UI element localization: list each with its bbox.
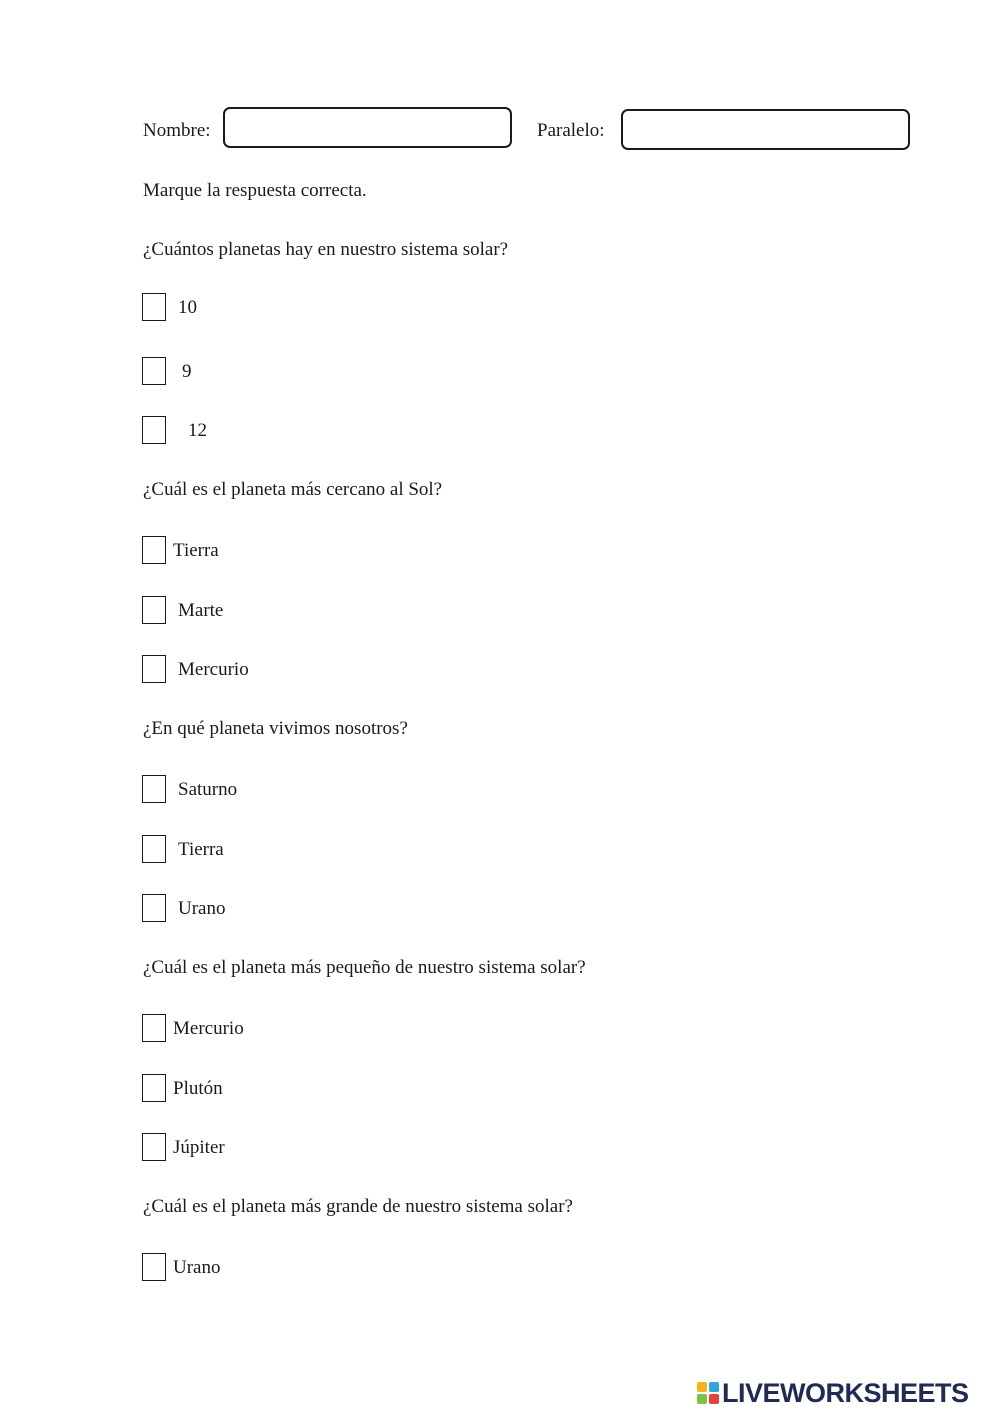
- liveworksheets-logo-icon: [697, 1382, 719, 1404]
- brand-text: LIVEWORKSHEETS: [722, 1378, 969, 1408]
- name-input[interactable]: [223, 107, 512, 148]
- option-label: Júpiter: [173, 1137, 225, 1158]
- question-1-text: ¿Cuántos planetas hay en nuestro sistema solar?: [143, 239, 509, 260]
- option-label: 12: [188, 420, 207, 441]
- checkbox[interactable]: [142, 655, 166, 683]
- question-2-text: ¿Cuál es el planeta más cercano al Sol?: [143, 479, 443, 500]
- checkbox[interactable]: [142, 536, 166, 564]
- checkbox[interactable]: [142, 1014, 166, 1042]
- option-label: Urano: [173, 1257, 221, 1278]
- option-label: Urano: [178, 898, 226, 919]
- question-4-text: ¿Cuál es el planeta más pequeño de nuestro sistema solar?: [143, 957, 586, 978]
- name-label: Nombre:: [143, 120, 211, 141]
- option-label: Mercurio: [173, 1018, 244, 1039]
- checkbox[interactable]: [142, 357, 166, 385]
- option-label: Mercurio: [178, 659, 249, 680]
- checkbox[interactable]: [142, 1074, 166, 1102]
- checkbox[interactable]: [142, 596, 166, 624]
- option-label: Tierra: [173, 540, 219, 561]
- checkbox[interactable]: [142, 1253, 166, 1281]
- checkbox[interactable]: [142, 416, 166, 444]
- checkbox[interactable]: [142, 1133, 166, 1161]
- question-3-text: ¿En qué planeta vivimos nosotros?: [143, 718, 408, 739]
- option-label: 9: [182, 361, 192, 382]
- option-label: Plutón: [173, 1078, 223, 1099]
- checkbox[interactable]: [142, 293, 166, 321]
- question-5-text: ¿Cuál es el planeta más grande de nuestro sistema solar?: [143, 1196, 573, 1217]
- option-label: Marte: [178, 600, 224, 621]
- checkbox[interactable]: [142, 835, 166, 863]
- liveworksheets-logo: [697, 1380, 969, 1406]
- class-label: Paralelo:: [537, 120, 605, 141]
- instruction-text: Marque la respuesta correcta.: [143, 180, 367, 201]
- option-label: Saturno: [178, 779, 238, 800]
- option-label: 10: [178, 297, 197, 318]
- checkbox[interactable]: [142, 775, 166, 803]
- class-input[interactable]: [621, 109, 910, 150]
- option-label: Tierra: [178, 839, 224, 860]
- checkbox[interactable]: [142, 894, 166, 922]
